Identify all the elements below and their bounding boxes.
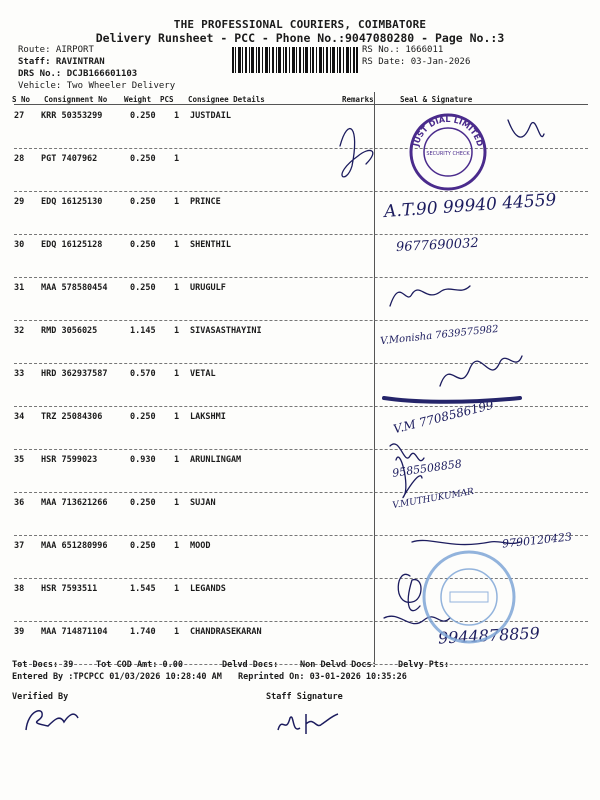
delvy-pts: Delvy Pts: [398,660,450,670]
tot-docs: Tot Docs: 39 [12,660,74,670]
row-consignment: HSR 7593511 [41,584,98,594]
row-sno: 32 [14,326,25,336]
row-consignment: TRZ 25084306 [41,412,103,422]
col-pcs: PCS [160,95,174,104]
col-consignee: Consignee Details [188,95,265,104]
row-pcs: 1 [174,111,180,121]
row-weight: 1.740 [130,627,156,637]
col-remarks: Remarks [342,95,374,104]
row-weight: 0.250 [130,197,156,207]
row-consignee: PRINCE [190,197,221,207]
row-weight: 0.250 [130,240,156,250]
signature-row35 [396,457,422,498]
courier-seal-icon [420,548,518,646]
row-consignee: URUGULF [190,283,226,293]
signature-row27 [508,120,544,137]
handwriting-row35: 9585508858 [391,457,463,480]
row-pcs: 1 [174,154,180,164]
row-weight: 0.250 [130,111,156,121]
row-weight: 0.250 [130,283,156,293]
signature-row38 [398,574,421,610]
staff-signature-mark [272,704,352,738]
row-pcs: 1 [174,541,180,551]
signature-row37 [412,540,520,544]
entered-by: Entered By :TPCPCC 01/03/2026 10:28:40 AM [12,672,222,682]
page-title: THE PROFESSIONAL COURIERS, COIMBATORE [173,18,427,31]
row-sno: 34 [14,412,25,422]
handwriting-row32: V.Monisha 7639575982 [379,323,500,348]
row-consignment: HRD 362937587 [41,369,108,379]
row-weight: 0.250 [130,412,156,422]
verified-by: Verified By [12,692,69,702]
row-consignment: MAA 578580454 [41,283,108,293]
col-sno: S No [12,95,31,104]
signature-row31 [390,286,470,306]
row-consignment: RMD 3056025 [41,326,98,336]
row-weight: 0.570 [130,369,156,379]
rs-no-label: RS No.: 1666011 [362,45,444,55]
row-sno: 39 [14,627,25,637]
reprinted-on: Reprinted On: 03-01-2026 10:35:26 [238,672,407,682]
col-seal-signature: Seal & Signature [400,95,473,104]
row-sno: 35 [14,455,25,465]
row-consignee: LAKSHMI [190,412,226,422]
delvd-docs: Delvd Docs: [222,660,279,670]
row-pcs: 1 [174,369,180,379]
row-consignment: MAA 713621266 [41,498,108,508]
svg-text:JUST DIAL LIMITED [411,115,484,148]
row-pcs: 1 [174,584,180,594]
row-sno: 36 [14,498,25,508]
handwriting-row36: V.MUTHUKUMAR [391,486,475,512]
row-consignee: CHANDRASEKARAN [190,627,262,637]
row-weight: 0.250 [130,154,156,164]
verified-signature [18,700,88,734]
row-sno: 29 [14,197,25,207]
col-weight: Weight [124,95,152,104]
row-pcs: 1 [174,240,180,250]
row-sno: 30 [14,240,25,250]
tot-cod: Tot COD Amt: 0.00 [96,660,183,670]
route-label: Route: AIRPORT [18,45,94,55]
row-consignment: EDQ 16125130 [41,197,103,207]
signature-row34 [390,444,424,461]
row-consignee: ARUNLINGAM [190,455,242,465]
handwriting-row30: 9677690032 [395,235,480,256]
row-sno: 31 [14,283,25,293]
row-sno: 28 [14,154,25,164]
justdial-seal-inner: SECURITY CHECK [426,151,470,157]
staff-label: Staff: RAVINTRAN [18,57,105,67]
row-consignment: MAA 714871104 [41,627,108,637]
row-sno: 38 [14,584,25,594]
non-delvd-docs: Non Delvd Docs: [300,660,377,670]
row-consignee: VETAL [190,369,216,379]
row-consignment: MAA 651280996 [41,541,108,551]
handwriting-row37: 9790120423 [501,530,573,551]
row-consignment: EDQ 16125128 [41,240,103,250]
row-consignee: SIVASASTHAYINI [190,326,262,336]
row-pcs: 1 [174,455,180,465]
row-sno: 27 [14,111,25,121]
row-pcs: 1 [174,627,180,637]
header-rule [14,104,588,105]
justdial-seal-text: JUST DIAL LIMITED [411,114,485,148]
handwriting-row29: A.T.90 99940 44559 [383,190,558,222]
row-weight: 0.250 [130,541,156,551]
row-consignee: LEGANDS [190,584,226,594]
row-weight: 1.145 [130,326,156,336]
row-pcs: 1 [174,283,180,293]
row-pcs: 1 [174,498,180,508]
rs-date-label: RS Date: 03-Jan-2026 [362,57,471,67]
col-consignment: Consignment No [44,95,108,104]
row-weight: 1.545 [130,584,156,594]
row-consignee: MOOD [190,541,211,551]
signature-row33 [440,356,522,386]
row-sno: 37 [14,541,25,551]
barcode-image [232,47,358,73]
row-pcs: 1 [174,326,180,336]
justdial-seal-icon [408,112,488,192]
handwriting-row34: V.M 7708586199 [391,397,496,437]
row-consignment: HSR 7599023 [41,455,98,465]
row-pcs: 1 [174,197,180,207]
row-consignment: KRR 50353299 [41,111,103,121]
row-consignee: SUJAN [190,498,216,508]
row-sno: 33 [14,369,25,379]
row-pcs: 1 [174,412,180,422]
row-consignee: SHENTHIL [190,240,231,250]
page-subtitle: Delivery Runsheet - PCC - Phone No.:9047080280 - Page No.:3 [95,31,505,45]
handwriting-row39: 9944878859 [437,623,541,648]
vehicle-label: Vehicle: Two Wheeler Delivery [18,81,176,91]
row-weight: 0.250 [130,498,156,508]
row-consignee: JUSTDAIL [190,111,231,121]
row-consignment: PGT 7407962 [41,154,98,164]
drs-no-label: DRS No.: DCJB166601103 [18,69,138,79]
signature-row28 [340,129,373,177]
row-weight: 0.930 [130,455,156,465]
staff-signature: Staff Signature [266,692,343,702]
